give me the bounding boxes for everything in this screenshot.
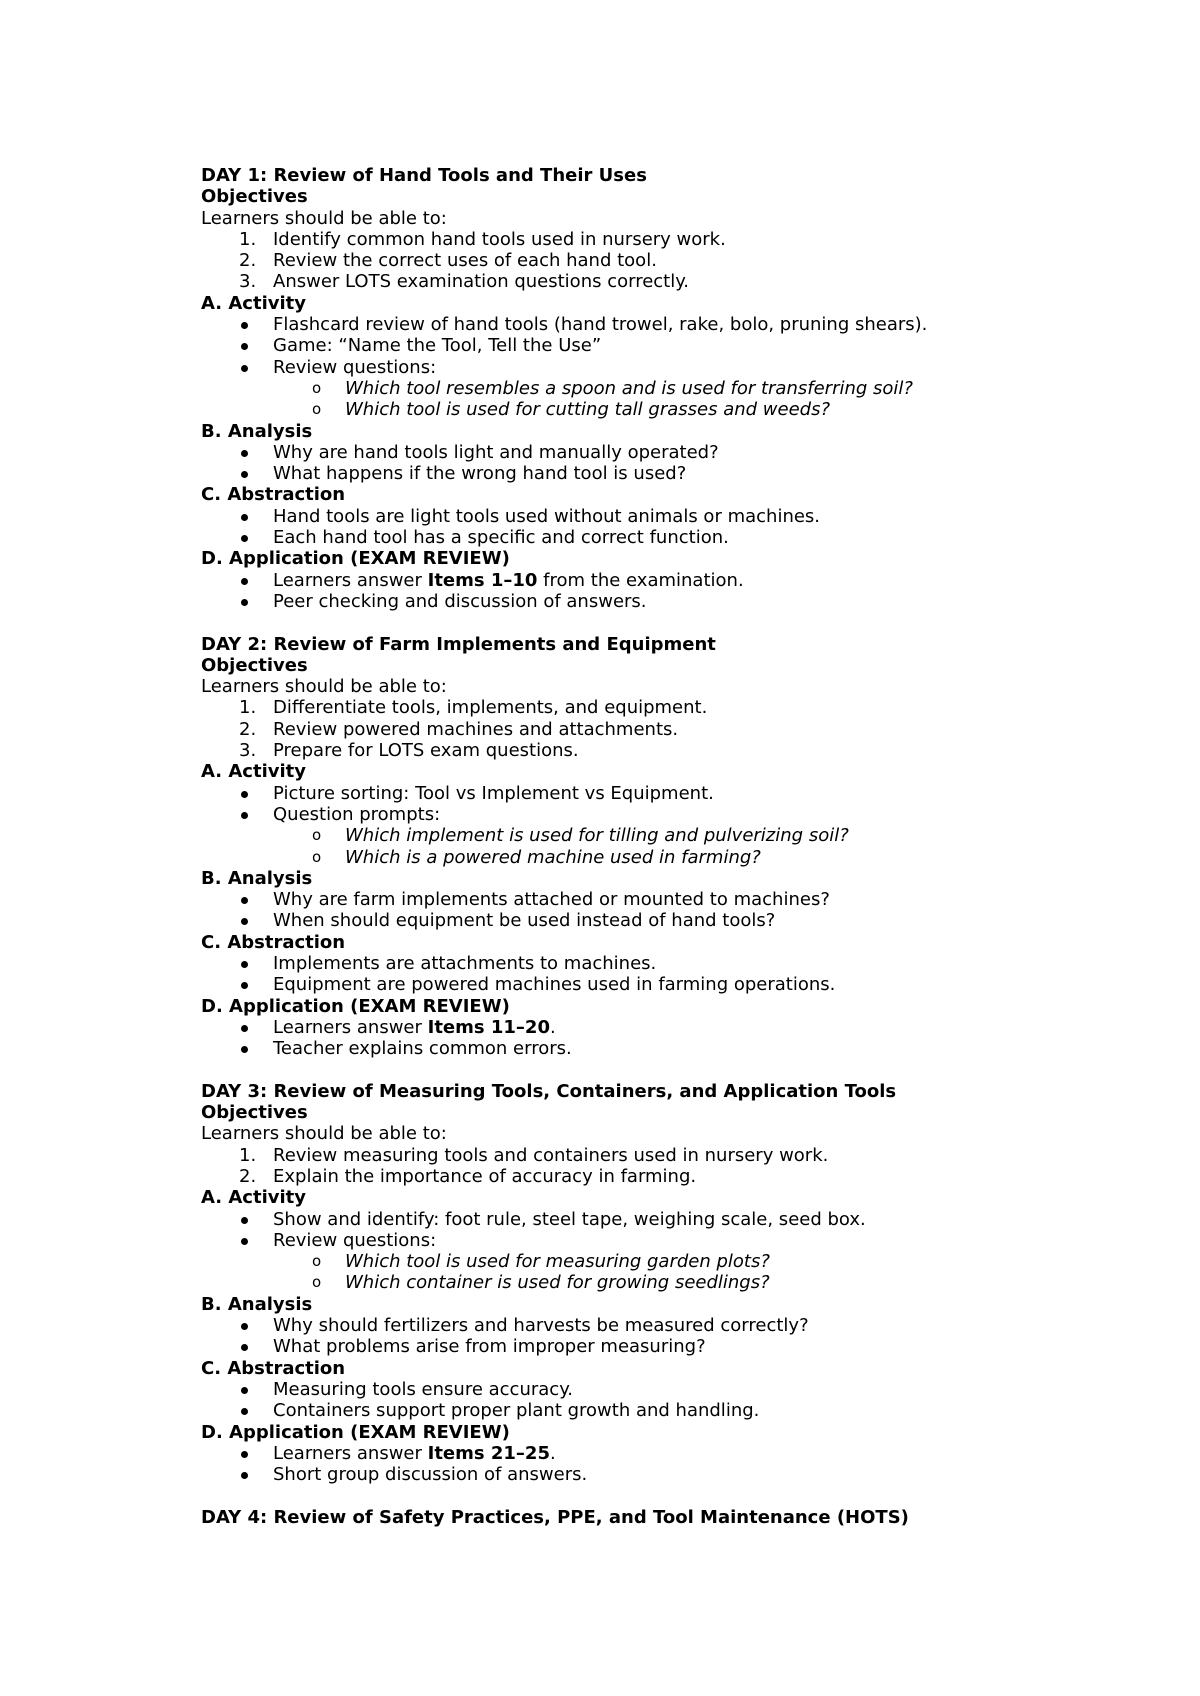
bullet-icon: [241, 1025, 248, 1032]
activity-text: Flashcard review of hand tools (hand trowel, rake, bolo, pruning shears).: [273, 314, 928, 336]
bullet-icon: [241, 343, 248, 350]
objective-text: Prepare for LOTS exam questions.: [273, 740, 579, 762]
application-heading: D. Application (EXAM REVIEW): [201, 548, 510, 570]
activity-heading: A. Activity: [201, 761, 306, 783]
abstraction-item: [201, 1400, 1151, 1421]
application-text: Short group discussion of answers.: [273, 1464, 588, 1486]
abstraction-item: [201, 527, 1151, 548]
activity-item: [201, 314, 1151, 335]
abstraction-heading: C. Abstraction: [201, 931, 346, 953]
activity-item: [201, 357, 1151, 378]
application-text: Learners answer Items 1–10 from the examination.: [273, 569, 744, 591]
question-item: [201, 825, 1151, 846]
question-item: [201, 378, 1151, 399]
list-number: 2.: [239, 1165, 257, 1187]
circle-bullet-icon: o: [312, 1273, 322, 1292]
analysis-text: What happens if the wrong hand tool is used?: [273, 463, 687, 485]
activity-text: Question prompts:: [273, 803, 441, 825]
list-number: 3.: [239, 740, 257, 762]
circle-bullet-icon: o: [312, 826, 322, 845]
application-item: [201, 570, 1151, 591]
objective-item: [201, 697, 1151, 718]
bullet-icon: [241, 365, 248, 372]
question-text: Which is a powered machine used in farming?: [345, 846, 761, 868]
circle-bullet-icon: o: [312, 1252, 322, 1271]
application-text: Learners answer Items 11–20.: [273, 1016, 556, 1038]
bullet-icon: [241, 1344, 248, 1351]
abstraction-item: [201, 953, 1151, 974]
analysis-item: [201, 910, 1151, 931]
objective-item: [201, 1166, 1151, 1187]
bullet-icon: [241, 897, 248, 904]
analysis-item: [201, 1336, 1151, 1357]
analysis-text: Why are farm implements attached or mounted to machines?: [273, 889, 830, 911]
objective-text: Identify common hand tools used in nursery work.: [273, 228, 726, 250]
application-text: Teacher explains common errors.: [273, 1038, 572, 1060]
activity-text: Review questions:: [273, 356, 437, 378]
activity-item: [201, 1209, 1151, 1230]
objective-text: Review powered machines and attachments.: [273, 718, 679, 740]
analysis-text: Why should fertilizers and harvests be measured correctly?: [273, 1315, 809, 1337]
day-title: DAY 2: Review of Farm Implements and Equipment: [201, 633, 716, 655]
bullet-icon: [241, 1217, 248, 1224]
bullet-icon: [241, 1451, 248, 1458]
spacer: [201, 1485, 1151, 1506]
question-item: [201, 1251, 1151, 1272]
application-text: Learners answer Items 21–25.: [273, 1442, 556, 1464]
question-text: Which tool is used for cutting tall grasses and weeds?: [345, 399, 831, 421]
spacer: [201, 1059, 1151, 1080]
abstraction-text: Hand tools are light tools used without animals or machines.: [273, 505, 821, 527]
abstraction-heading: C. Abstraction: [201, 1357, 346, 1379]
application-heading: D. Application (EXAM REVIEW): [201, 1421, 510, 1443]
objectives-intro: Learners should be able to:: [201, 1123, 447, 1145]
analysis-heading: B. Analysis: [201, 420, 313, 442]
bullet-icon: [241, 322, 248, 329]
activity-item: [201, 804, 1151, 825]
bullet-icon: [241, 1238, 248, 1245]
bullet-icon: [241, 982, 248, 989]
abstraction-item: [201, 506, 1151, 527]
abstraction-item: [201, 974, 1151, 995]
bullet-icon: [241, 1323, 248, 1330]
objective-text: Review measuring tools and containers used in nursery work.: [273, 1144, 829, 1166]
application-item: [201, 591, 1151, 612]
objective-text: Explain the importance of accuracy in farming.: [273, 1165, 697, 1187]
objective-item: [201, 719, 1151, 740]
objective-item: [201, 1145, 1151, 1166]
application-text: Peer checking and discussion of answers.: [273, 590, 647, 612]
day-title: DAY 3: Review of Measuring Tools, Containers, and Application Tools: [201, 1080, 897, 1102]
day-1-section: [201, 165, 1151, 612]
list-number: 1.: [239, 697, 257, 719]
circle-bullet-icon: o: [312, 378, 322, 397]
circle-bullet-icon: o: [312, 400, 322, 419]
question-text: Which implement is used for tilling and pulverizing soil?: [345, 825, 849, 847]
analysis-text: Why are hand tools light and manually operated?: [273, 441, 719, 463]
bullet-icon: [241, 1408, 248, 1415]
objective-item: [201, 250, 1151, 271]
activity-item: [201, 783, 1151, 804]
question-item: [201, 399, 1151, 420]
analysis-text: What problems arise from improper measuring?: [273, 1336, 706, 1358]
analysis-heading: B. Analysis: [201, 1293, 313, 1315]
activity-text: Show and identify: foot rule, steel tape, weighing scale, seed box.: [273, 1208, 866, 1230]
objective-text: Review the correct uses of each hand tool.: [273, 250, 657, 272]
application-item: [201, 1038, 1151, 1059]
question-item: [201, 1272, 1151, 1293]
question-text: Which tool resembles a spoon and is used for transferring soil?: [345, 377, 913, 399]
activity-item: [201, 1230, 1151, 1251]
bullet-icon: [241, 514, 248, 521]
list-number: 2.: [239, 718, 257, 740]
day-2-section: [201, 634, 1151, 1060]
question-text: Which tool is used for measuring garden plots?: [345, 1251, 770, 1273]
objectives-intro: Learners should be able to:: [201, 676, 447, 698]
activity-item: [201, 335, 1151, 356]
bullet-icon: [241, 812, 248, 819]
application-item: [201, 1443, 1151, 1464]
analysis-item: [201, 889, 1151, 910]
objectives-heading: Objectives: [201, 186, 308, 208]
activity-text: Picture sorting: Tool vs Implement vs Equipment.: [273, 782, 714, 804]
objectives-intro: Learners should be able to:: [201, 207, 447, 229]
objective-item: [201, 740, 1151, 761]
abstraction-text: Each hand tool has a specific and correct function.: [273, 527, 729, 549]
abstraction-text: Equipment are powered machines used in farming operations.: [273, 974, 836, 996]
analysis-item: [201, 442, 1151, 463]
document-page: [201, 165, 1151, 1528]
circle-bullet-icon: o: [312, 847, 322, 866]
bullet-icon: [241, 578, 248, 585]
bullet-icon: [241, 1387, 248, 1394]
application-heading: D. Application (EXAM REVIEW): [201, 995, 510, 1017]
application-item: [201, 1017, 1151, 1038]
abstraction-text: Implements are attachments to machines.: [273, 952, 657, 974]
objective-text: Answer LOTS examination questions correctly.: [273, 271, 690, 293]
abstraction-heading: C. Abstraction: [201, 484, 346, 506]
question-text: Which container is used for growing seedlings?: [345, 1272, 770, 1294]
abstraction-item: [201, 1379, 1151, 1400]
abstraction-text: Measuring tools ensure accuracy.: [273, 1378, 573, 1400]
activity-text: Game: “Name the Tool, Tell the Use”: [273, 335, 602, 357]
objective-item: [201, 271, 1151, 292]
analysis-heading: B. Analysis: [201, 867, 313, 889]
objectives-heading: Objectives: [201, 654, 308, 676]
bullet-icon: [241, 1046, 248, 1053]
list-number: 2.: [239, 250, 257, 272]
analysis-item: [201, 1315, 1151, 1336]
bullet-icon: [241, 791, 248, 798]
application-item: [201, 1464, 1151, 1485]
objective-text: Differentiate tools, implements, and equipment.: [273, 697, 708, 719]
activity-heading: A. Activity: [201, 1187, 306, 1209]
question-item: [201, 847, 1151, 868]
spacer: [201, 612, 1151, 633]
bullet-icon: [241, 599, 248, 606]
list-number: 1.: [239, 228, 257, 250]
analysis-text: When should equipment be used instead of hand tools?: [273, 910, 776, 932]
activity-text: Review questions:: [273, 1229, 437, 1251]
day-title: DAY 4: Review of Safety Practices, PPE, and Tool Maintenance (HOTS): [201, 1506, 909, 1528]
activity-heading: A. Activity: [201, 292, 306, 314]
bullet-icon: [241, 961, 248, 968]
bullet-icon: [241, 918, 248, 925]
day-title: DAY 1: Review of Hand Tools and Their Uses: [201, 165, 647, 186]
abstraction-text: Containers support proper plant growth and handling.: [273, 1400, 760, 1422]
analysis-item: [201, 463, 1151, 484]
day-3-section: [201, 1081, 1151, 1486]
bullet-icon: [241, 450, 248, 457]
bullet-icon: [241, 471, 248, 478]
day-4-section: [201, 1507, 1151, 1528]
list-number: 3.: [239, 271, 257, 293]
bullet-icon: [241, 535, 248, 542]
list-number: 1.: [239, 1144, 257, 1166]
objective-item: [201, 229, 1151, 250]
bullet-icon: [241, 1472, 248, 1479]
objectives-heading: Objectives: [201, 1102, 308, 1124]
